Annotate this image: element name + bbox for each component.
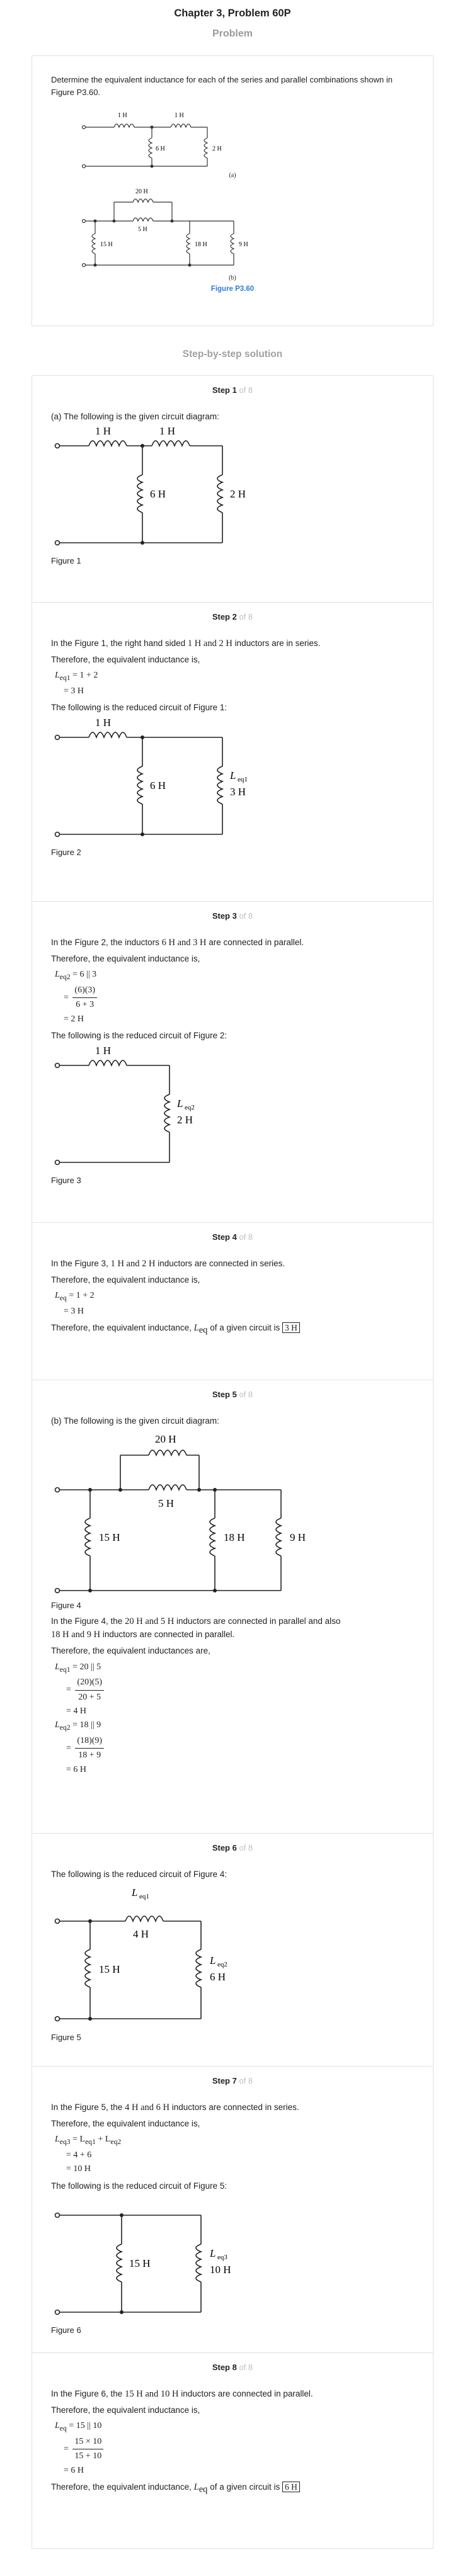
fig1-label-2: 1 H (159, 426, 176, 438)
step-7 (32, 2067, 433, 2353)
step-text-2: Therefore, the equivalent inductances are, (51, 1646, 210, 1656)
step-text-1: In the Figure 4, the 20 H and 5 H inductors are connected in parallel and also 18 H and 9 H inductors are connected in parallel. (51, 1616, 341, 1640)
fig1-label-4: 2 H (230, 488, 246, 501)
problem-box (32, 55, 433, 326)
fig5-label-2: eq1 (139, 1893, 149, 1901)
figure-4-circuit (51, 1430, 316, 1600)
solution-box (32, 375, 433, 2549)
problem-text: Determine the equivalent inductance for each of the series and parallel combinations shown in Figure P3.60. (51, 75, 393, 97)
step-8 (32, 2353, 433, 2548)
figure-3-circuit (51, 1045, 240, 1171)
pb-label-4: 18 H (195, 241, 207, 248)
step-text-1: In the Figure 6, the 15 H and 10 H inductors are connected in parallel. (51, 2388, 313, 2399)
step-1 (32, 376, 433, 603)
step-text-3: The following is the reduced circuit of Figure 1: (51, 703, 227, 713)
fig4-label-4: 18 H (224, 1531, 245, 1544)
step-header: Step 6 of 8 (212, 1843, 253, 1853)
equation: $L_{eq} = 1 + 2$ = 3 H (55, 1291, 95, 1316)
figure-6-circuit (51, 2195, 278, 2321)
fig5-label-5: L (210, 1955, 216, 1967)
pa-label-1: 1 H (118, 112, 127, 119)
step-header: Step 4 of 8 (212, 1232, 253, 1242)
answer-box: 3 H (282, 1322, 300, 1333)
step-text-3: The following is the reduced circuit of Figure 2: (51, 1031, 227, 1041)
problem-circuit-a (51, 103, 415, 173)
step-5 (32, 1380, 433, 1834)
fig2-label-2: 6 H (150, 779, 166, 792)
fig5-label-1: L (132, 1887, 138, 1899)
figure-label: Figure 5 (51, 2033, 81, 2043)
step-header: Step 5 of 8 (212, 1390, 253, 1399)
step-text: The following is the reduced circuit of Figure 4: (51, 1869, 227, 1879)
figure-5-circuit (51, 1883, 278, 2028)
figure-label: Figure 2 (51, 847, 81, 857)
step-text-3: The following is the reduced circuit of Figure 5: (51, 2181, 227, 2191)
equation-2: $L_{eq2} = 18$ || 9 = $\frac{(18)(9)}{18 + 9}$ = 6 H (55, 1718, 414, 1777)
fig5-label-7: 6 H (210, 1971, 226, 1983)
step-header: Step 8 of 8 (212, 2363, 253, 2372)
step-text-1: In the Figure 5, the 4 H and 6 H inductors are connected in series. (51, 2102, 299, 2113)
step-header: Step 7 of 8 (212, 2076, 253, 2085)
solution-heading: Step-by-step solution (182, 349, 283, 360)
pb-caption: (b) (229, 274, 236, 281)
figure-label: Figure 3 (51, 1175, 81, 1185)
fig6-label-3: eq3 (217, 2254, 227, 2262)
step-4 (32, 1223, 433, 1380)
step-header: Step 2 of 8 (212, 612, 253, 621)
step-text-2: Therefore, the equivalent inductance is, (51, 2405, 200, 2415)
step-3 (32, 902, 433, 1223)
fig3-label-3: eq2 (185, 1103, 195, 1111)
pb-label-2: 5 H (138, 225, 147, 233)
step-text-2: Therefore, the equivalent inductance is, (51, 1274, 200, 1285)
fig2-label-5: 3 H (230, 785, 246, 798)
pa-label-4: 2 H (212, 145, 222, 152)
equation: $L_{eq} = 15$ || 10 = $\frac{15 \times 10}{15 + 10}$ = 6 H (55, 2419, 414, 2478)
step-text-2: Therefore, the equivalent inductance is, (51, 654, 200, 664)
pa-label-2: 1 H (175, 112, 184, 119)
pa-label-3: 6 H (156, 145, 165, 152)
problem-heading: Problem (212, 28, 253, 39)
pb-label-1: 20 H (135, 188, 148, 195)
fig1-label-1: 1 H (95, 426, 112, 438)
step-text-1: In the Figure 1, the right hand sided 1 H and 2 H inductors are in series. (51, 638, 321, 649)
fig4-label-3: 15 H (99, 1531, 120, 1544)
pa-caption: (a) (229, 172, 236, 179)
problem-figure-caption[interactable]: Figure P3.60 (210, 285, 255, 293)
pb-label-5: 9 H (239, 241, 248, 248)
problem-circuit-b (51, 183, 415, 271)
step-text-1: In the Figure 3, 1 H and 2 H inductors are connected in series. (51, 1258, 285, 1269)
fig3-label-1: 1 H (95, 1045, 112, 1057)
step-answer: Therefore, the equivalent inductance, $L_{eq}$ of a given circuit is 6 H (51, 2481, 414, 2497)
step-2 (32, 603, 433, 902)
fig4-label-2: 5 H (158, 1497, 175, 1510)
fig5-label-4: 15 H (99, 1963, 120, 1976)
step-header: Step 1 of 8 (212, 385, 253, 395)
figure-2-circuit (51, 717, 278, 843)
fig2-label-3: L (230, 769, 236, 781)
step-text-1: In the Figure 2, the inductors 6 H and 3 H are connected in parallel. (51, 937, 304, 948)
equation: $L_{eq3} = L_{eq1} + L_{eq2}$ = 4 + 6 = 10 H (55, 2135, 122, 2174)
fig5-label-3: 4 H (133, 1928, 149, 1941)
step-text: (a) The following is the given circuit diagram: (51, 411, 219, 421)
page-title: Chapter 3, Problem 60P (174, 8, 291, 19)
figure-label: Figure 1 (51, 556, 81, 566)
answer-box: 6 H (282, 2482, 300, 2492)
fig2-label-1: 1 H (95, 717, 112, 729)
step-text: (b) The following is the given circuit diagram: (51, 1416, 219, 1426)
figure-label: Figure 4 (51, 1601, 81, 1611)
step-answer: Therefore, the equivalent inductance, $L_{eq}$ of a given circuit is 3 H (51, 1322, 414, 1337)
fig3-label-4: 2 H (177, 1113, 193, 1126)
equation: $L_{eq2} = 6$ || 3 = $\frac{(6)(3)}{6 + 3}$ = 2 H (55, 970, 97, 1024)
fig4-label-5: 9 H (290, 1531, 306, 1544)
step-header: Step 3 of 8 (212, 911, 253, 921)
equation: $L_{eq1} = 1 + 2$ = 3 H (55, 671, 98, 696)
fig6-label-4: 10 H (210, 2264, 231, 2276)
fig6-label-1: 15 H (129, 2257, 151, 2270)
figure-1-circuit (51, 426, 278, 552)
pb-label-3: 15 H (100, 241, 113, 248)
step-text-2: Therefore, the equivalent inductance is, (51, 953, 200, 963)
fig5-label-6: eq2 (217, 1961, 227, 1969)
fig4-label-1: 20 H (155, 1433, 176, 1446)
step-text-2: Therefore, the equivalent inductance is, (51, 2118, 200, 2128)
figure-label: Figure 6 (51, 2325, 81, 2335)
step-6 (32, 1834, 433, 2067)
fig3-label-2: L (177, 1097, 183, 1109)
fig6-label-2: L (210, 2247, 216, 2260)
equation-1: $L_{eq1} = 20$ || 5 = $\frac{(20)(5)}{20 + 5}$ = 4 H (55, 1660, 414, 1719)
fig2-label-4: eq1 (238, 775, 248, 783)
fig1-label-3: 6 H (150, 488, 166, 501)
